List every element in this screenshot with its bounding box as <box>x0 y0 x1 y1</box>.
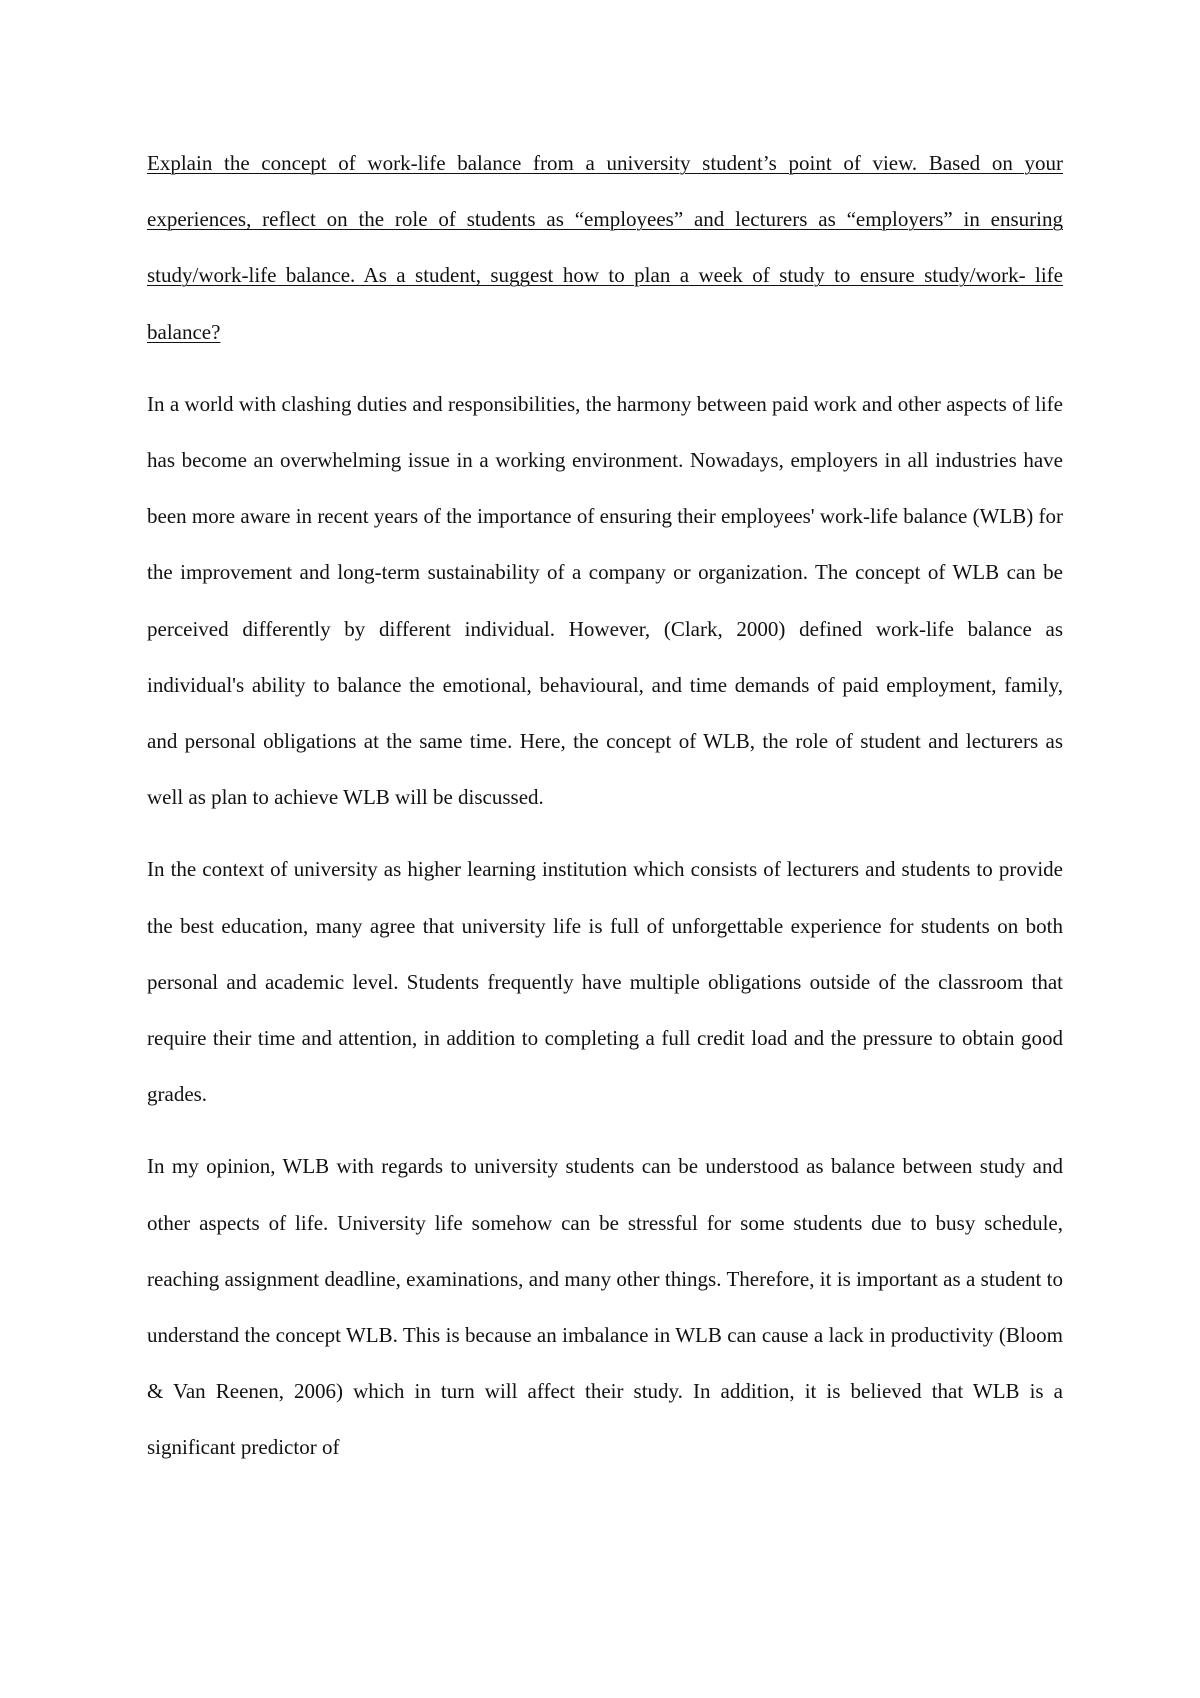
document-body <box>147 135 1063 1492</box>
essay-question: Explain the concept of work-life balance from a university student’s point of view. Based on your experiences, reflect on the role of students as “employees” and lecturers as “employers” in ensuring study/work-life balance. As a student, suggest how to plan a week of study to ensure study/work- life balance? <box>147 151 1063 344</box>
paragraph-3: In my opinion, WLB with regards to university students can be understood as balance between study and other aspects of life. University life somehow can be stressful for some students due to busy schedule, reaching assignment deadline, examinations, and many other things. Therefore, it is important as a student to understand the concept WLB. This is because an imbalance in WLB can cause a lack in productivity (Bloom & Van Reenen, 2006) which in turn will affect their study. In addition, it is believed that WLB is a significant predictor of <box>147 1154 1063 1460</box>
paragraph-1: In a world with clashing duties and responsibilities, the harmony between paid work and other aspects of life has become an overwhelming issue in a working environment. Nowadays, employers in all industries have been more aware in recent years of the importance of ensuring their employees' work-life balance (WLB) for the improvement and long-term sustainability of a company or organization. The concept of WLB can be perceived differently by different individual. However, (Clark, 2000) defined work-life balance as individual's ability to balance the emotional, behavioural, and time demands of paid employment, family, and personal obligations at the same time. Here, the concept of WLB, the role of student and lecturers as well as plan to achieve WLB will be discussed. <box>147 391 1063 810</box>
paragraph-2: In the context of university as higher learning institution which consists of lecturers and students to provide the best education, many agree that university life is full of unforgettable experience for students on both personal and academic level. Students frequently have multiple obligations outside of the classroom that require their time and attention, in addition to completing a full credit load and the pressure to obtain good grades. <box>147 857 1063 1107</box>
